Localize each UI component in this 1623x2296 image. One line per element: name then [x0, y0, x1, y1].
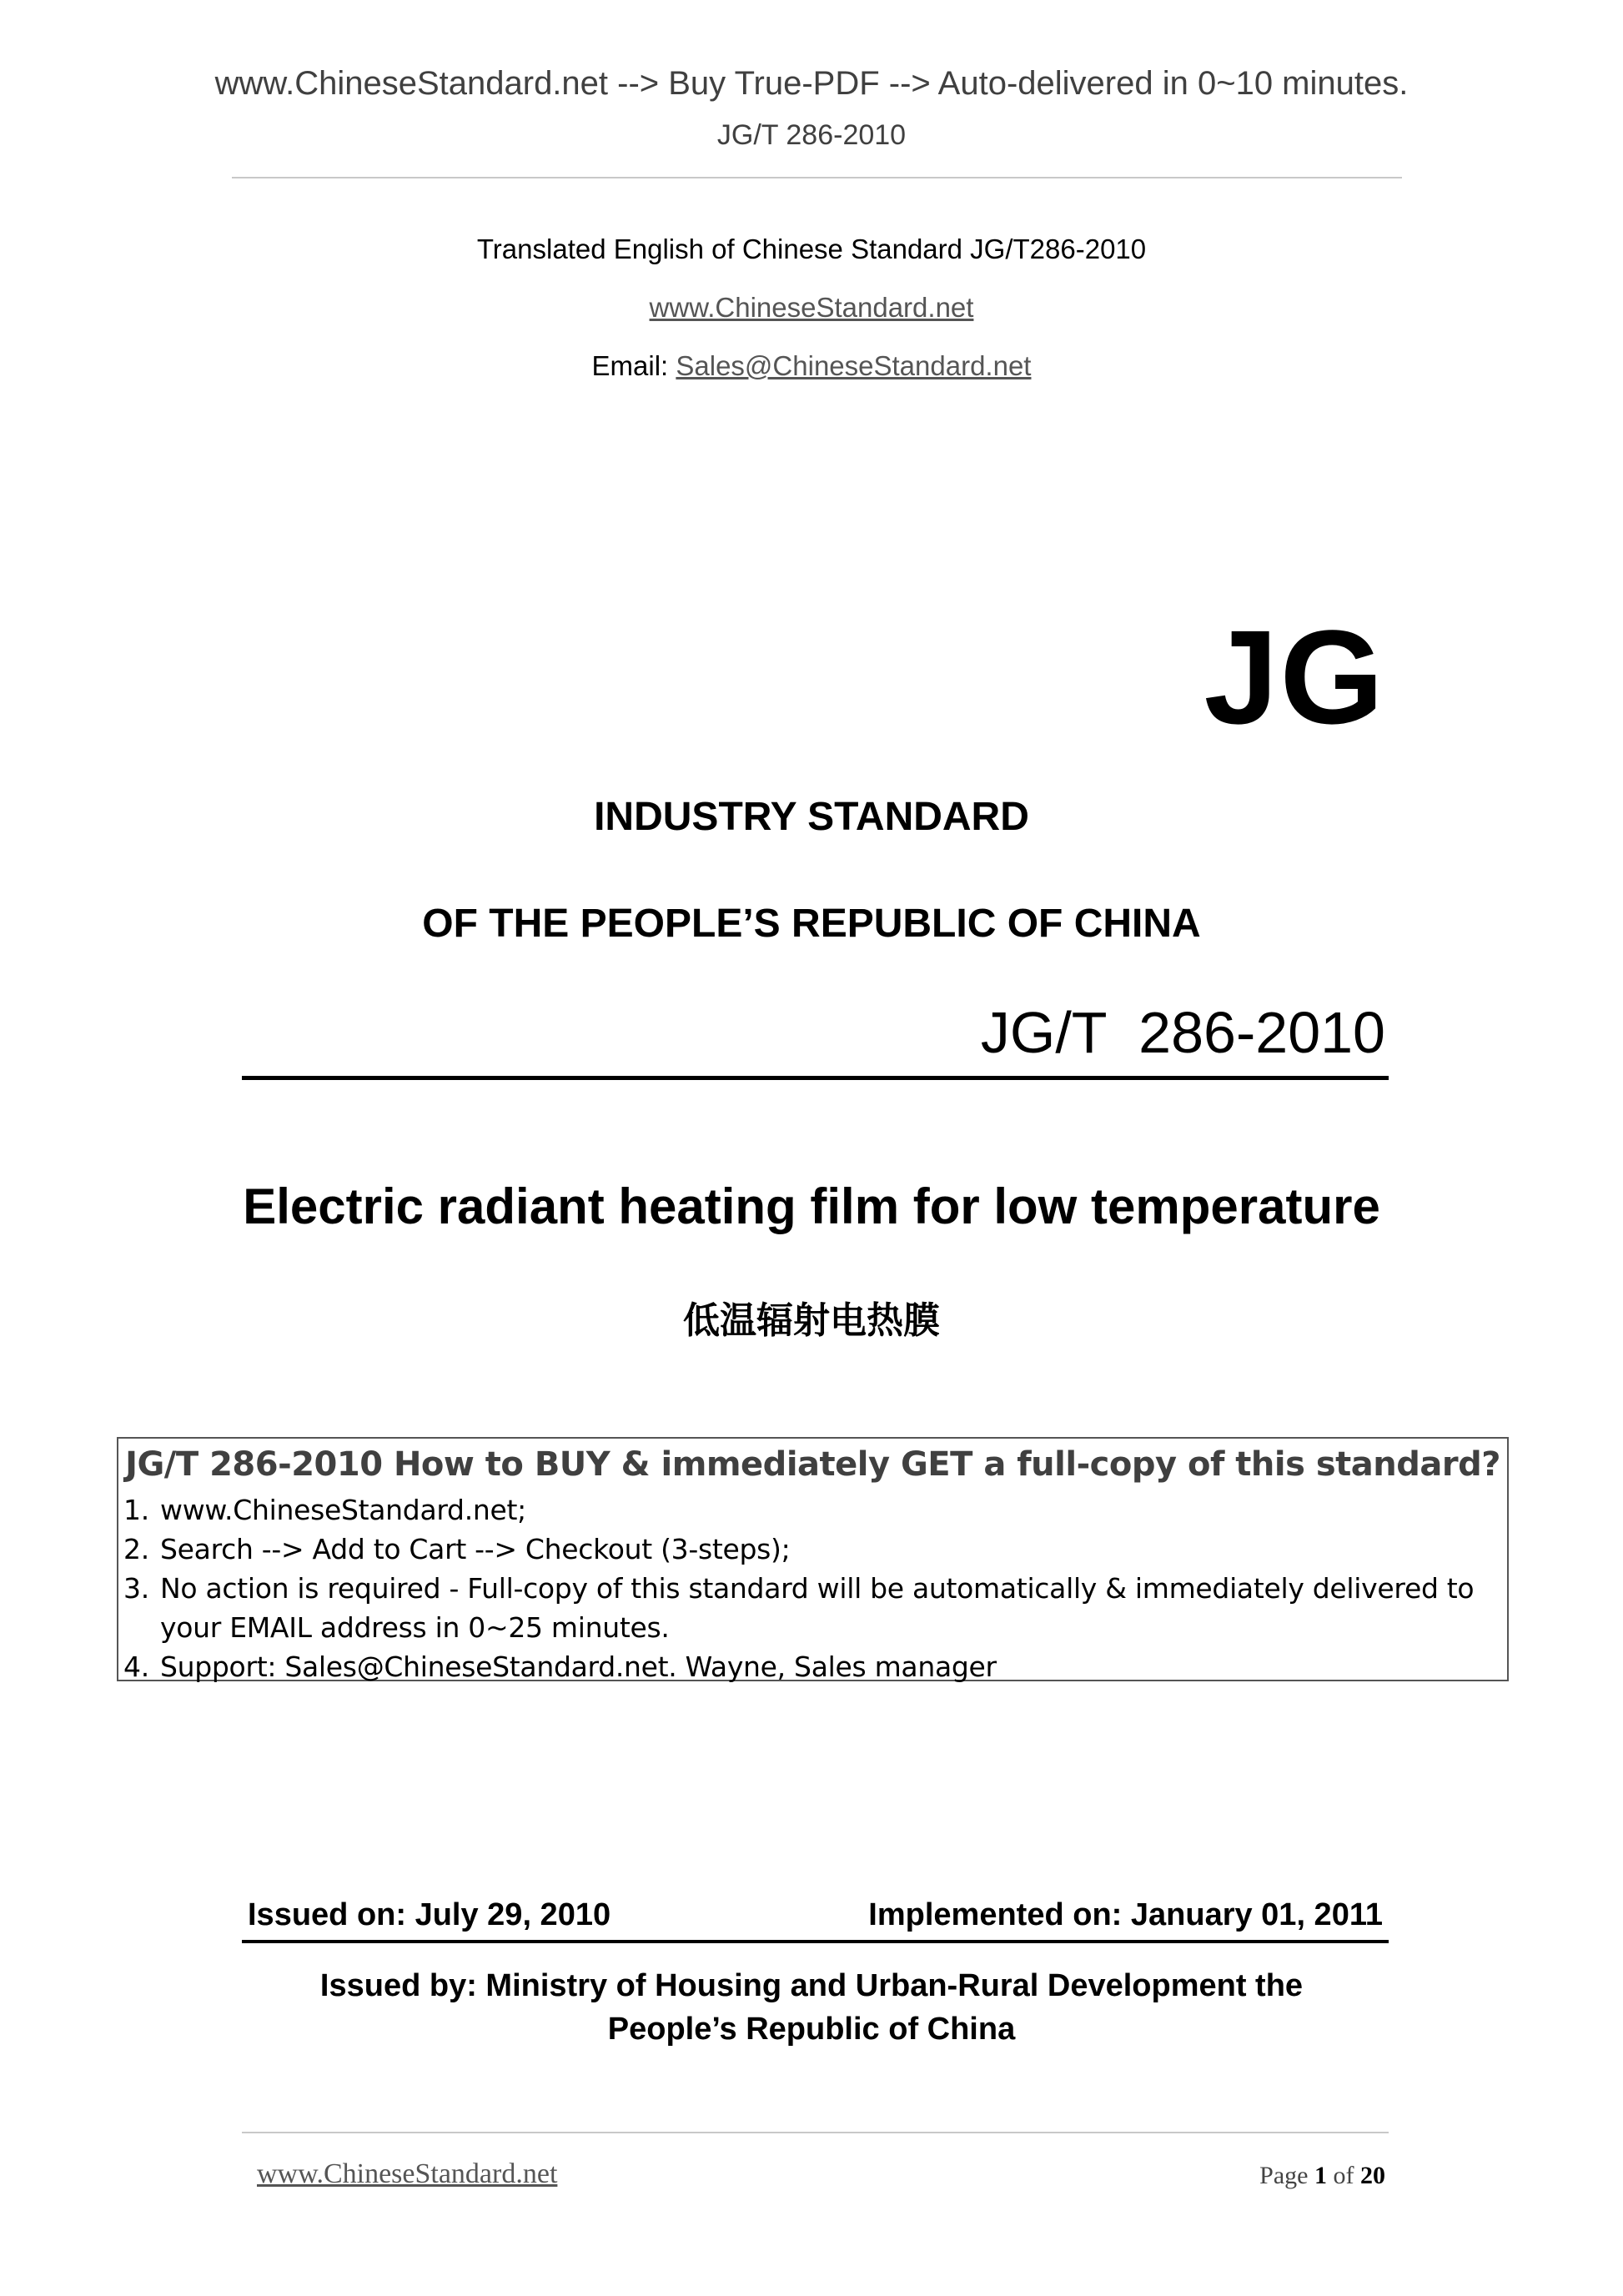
- issuing-authority-line: Issued by: Ministry of Housing and Urban-Rural Development the: [319, 1968, 1304, 2003]
- email-label: Email:: [591, 350, 676, 381]
- header-banner: www.ChineseStandard.net --> Buy True-PDF --> Auto-delivered in 0~10 minutes.: [214, 65, 1409, 102]
- jg-logo: JG: [1203, 602, 1385, 751]
- current-page: 1: [1314, 2162, 1327, 2189]
- email-row: [0, 350, 1623, 382]
- industry-standard-heading: INDUSTRY STANDARD: [594, 795, 1029, 839]
- page-number: Page 1 of 20: [1259, 2162, 1385, 2189]
- purchase-step: 4. Support: Sales@ChineseStandard.net. Wayne, Sales manager: [123, 1650, 997, 1683]
- standard-number: JG/T 286-2010: [980, 1000, 1385, 1065]
- issuing-authority: [0, 1964, 1623, 2051]
- total-pages: 20: [1360, 2162, 1385, 2189]
- issue-divider: [242, 1940, 1389, 1943]
- purchase-step: 2. Search --> Add to Cart --> Checkout (3-steps);: [123, 1533, 791, 1565]
- document-title: Electric radiant heating film for low temperature: [243, 1178, 1380, 1234]
- website-link[interactable]: www.ChineseStandard.net: [649, 292, 974, 323]
- header-standard-code: JG/T 286-2010: [716, 119, 907, 151]
- website-row: [0, 292, 1623, 324]
- translated-notice: Translated English of Chinese Standard JG/T286-2010: [476, 234, 1147, 264]
- purchase-step: 3. No action is required - Full-copy of this standard will be automatically & immediately delivered to: [123, 1572, 1475, 1605]
- purchase-step-continuation: your EMAIL address in 0~25 minutes.: [160, 1611, 670, 1644]
- title-divider: [242, 1076, 1389, 1080]
- purchase-step: 1. www.ChineseStandard.net;: [123, 1494, 526, 1526]
- issuing-authority-line: People’s Republic of China: [607, 2012, 1016, 2047]
- footer-divider: [242, 2132, 1389, 2133]
- implemented-on-date: Implemented on: January 01, 2011: [868, 1897, 1383, 1932]
- republic-heading: OF THE PEOPLE’S REPUBLIC OF CHINA: [422, 902, 1201, 946]
- email-link[interactable]: Sales@ChineseStandard.net: [676, 350, 1032, 381]
- document-title-chinese: 低温辐射电热膜: [683, 1299, 940, 1342]
- header-divider: [232, 177, 1402, 178]
- issued-on-date: Issued on: July 29, 2010: [248, 1897, 611, 1932]
- purchase-box-heading: JG/T 286-2010 How to BUY & immediately GET a full-copy of this standard?: [125, 1445, 1500, 1484]
- purchase-info-box: [117, 1437, 1509, 1681]
- footer-website-link[interactable]: www.ChineseStandard.net: [257, 2158, 558, 2189]
